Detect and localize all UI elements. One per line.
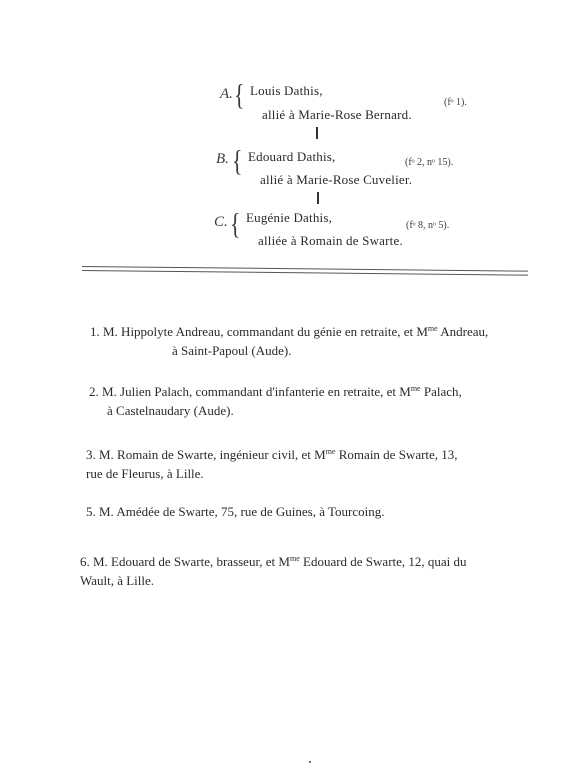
entry-number: 5. [86, 504, 96, 519]
entry-line-2: à Castelnaudary (Aude). [107, 403, 234, 418]
entry-line-2: Wault, à Lille. [80, 573, 155, 588]
brace-b: { [232, 143, 243, 178]
generation-letter-a: A. [220, 86, 233, 102]
list-item-3 [86, 442, 458, 483]
entry-sup: me [427, 324, 438, 333]
entry-text: M. Amédée de Swarte, 75, rue de Guines, à Tourcoing. [99, 504, 385, 519]
brace-a: { [234, 77, 245, 112]
lineage-connector-bc [317, 192, 319, 204]
list-item-6 [80, 549, 467, 590]
entry-line-2: rue de Fleurus, à Lille. [86, 466, 204, 481]
folio-ref-b: (fᵒ 2, nᵒ 15). [405, 157, 454, 168]
page-speck [309, 761, 311, 763]
spouse-a: allié à Marie-Rose Bernard. [262, 107, 412, 122]
person-name-a: Louis Dathis, [250, 83, 323, 98]
entry-text-end: Palach, [420, 384, 462, 399]
list-item-2 [89, 379, 462, 420]
list-item-1 [90, 319, 488, 360]
entry-line-2: à Saint-Papoul (Aude). [172, 343, 292, 358]
list-item-5 [86, 502, 385, 521]
entry-text-end: Romain de Swarte, 13, [335, 447, 458, 462]
entry-number: 1. [90, 324, 100, 339]
entry-text: M. Romain de Swarte, ingénieur civil, et M [99, 447, 326, 462]
lineage-connector-ab [316, 127, 318, 139]
entry-text: M. Hippolyte Andreau, commandant du génie en retraite, et M [103, 324, 428, 339]
generation-letter-c: C. [214, 214, 228, 230]
folio-ref-c: (fᵒ 8, nᵒ 5). [406, 220, 450, 231]
entry-text-end: Andreau, [437, 324, 489, 339]
folio-ref-a: (fᵒ 1). [444, 97, 467, 108]
entry-sup: me [289, 554, 300, 563]
entry-text-end: Edouard de Swarte, 12, quai du [299, 554, 467, 569]
spouse-c: alliée à Romain de Swarte. [258, 233, 403, 248]
brace-c: { [230, 206, 241, 241]
entry-sup: me [325, 447, 336, 456]
spouse-b: allié à Marie-Rose Cuvelier. [260, 172, 413, 187]
entry-text: M. Julien Palach, commandant d'infanterie en retraite, et M [102, 384, 411, 399]
generation-letter-b: B. [216, 151, 229, 167]
person-name-c: Eugénie Dathis, [246, 210, 333, 225]
entry-number: 2. [89, 384, 99, 399]
entry-sup: me [410, 384, 421, 393]
entry-number: 6. [80, 554, 90, 569]
entry-text: M. Edouard de Swarte, brasseur, et M [93, 554, 290, 569]
person-name-b: Edouard Dathis, [248, 149, 336, 164]
entry-number: 3. [86, 447, 96, 462]
